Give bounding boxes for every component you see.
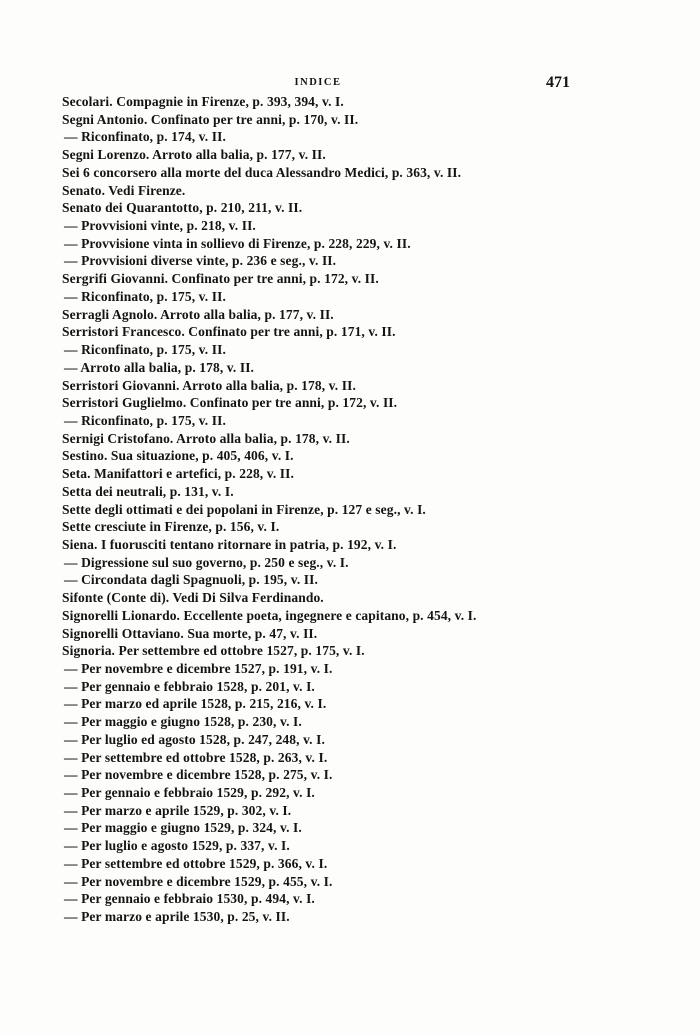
index-entry: — Per novembre e dicembre 1527, p. 191, v. I. [64,661,333,676]
index-entry: Seta. Manifattori e artefici, p. 228, v. II. [62,466,294,482]
index-entry: Sette degli ottimati e dei popolani in Firenze, p. 127 e seg., v. I. [62,501,426,517]
index-entries [62,93,582,926]
index-entry: Sernigi Cristofano. Arroto alla balia, p. 178, v. II. [62,430,350,446]
index-entry: — Per settembre ed ottobre 1529, p. 366, v. I. [64,855,328,871]
index-entry: — Per novembre e dicembre 1529, p. 455, v. I. [64,873,333,889]
index-entry: Serristori Giovanni. Arroto alla balia, p. 178, v. II. [62,377,356,393]
index-entry: — Per luglio ed agosto 1528, p. 247, 248, v. I. [64,731,325,747]
index-entry: — Per gennaio e febbraio 1530, p. 494, v. I. [64,891,315,907]
running-title: INDICE [294,77,342,88]
index-entry: — Provvisione vinta in sollievo di Firenze, p. 228, 229, v. II. [64,235,411,251]
index-entry: Segni Lorenzo. Arroto alla balia, p. 177, v. II. [62,147,326,163]
index-entry: — Riconfinato, p. 175, v. II. [64,288,226,304]
index-entry: Signoria. Per settembre ed ottobre 1527, p. 175, v. I. [62,643,365,659]
index-entry: Siena. I fuorusciti tentano ritornare in patria, p. 192, v. I. [62,536,397,552]
index-entry: — Arroto alla balia, p. 178, v. II. [64,359,255,375]
index-entry: Sei 6 concorsero alla morte del duca Alessandro Medici, p. 363, v. II. [62,164,462,180]
index-entry: Senato dei Quarantotto, p. 210, 211, v. II. [62,200,303,216]
index-entry: Signorelli Ottaviano. Sua morte, p. 47, v. II. [62,625,318,641]
index-entry: Serristori Francesco. Confinato per tre anni, p. 171, v. II. [62,324,396,340]
index-entry: — Per settembre ed ottobre 1528, p. 263, v. I. [64,749,328,765]
index-entry: Serristori Guglielmo. Confinato per tre anni, p. 172, v. II. [62,395,398,411]
index-entry: Segni Antonio. Confinato per tre anni, p. 170, v. II. [62,111,359,127]
index-entry: — Provvisioni diverse vinte, p. 236 e seg., v. II. [64,253,337,269]
index-entry: — Per gennaio e febbraio 1528, p. 201, v. I. [64,678,315,694]
index-entry: Secolari. Compagnie in Firenze, p. 393, 394, v. I. [62,94,344,109]
index-entry: — Riconfinato, p. 175, v. II. [64,342,226,358]
index-entry: — Digressione sul suo governo, p. 250 e seg., v. I. [64,554,349,570]
index-entry: Sestino. Sua situazione, p. 405, 406, v. I. [62,448,294,464]
index-entry: — Riconfinato, p. 175, v. II. [64,412,226,428]
index-entry: Senato. Vedi Firenze. [62,182,186,198]
index-entry: — Circondata dagli Spagnuoli, p. 195, v. II. [64,572,318,588]
index-entry: — Per luglio e agosto 1529, p. 337, v. I. [64,838,290,854]
index-entry: Sette cresciute in Firenze, p. 156, v. I. [62,519,280,535]
index-entry: — Riconfinato, p. 174, v. II. [64,129,226,145]
index-entry: — Provvisioni vinte, p. 218, v. II. [64,218,256,234]
index-entry: — Per maggio e giugno 1529, p. 324, v. I. [64,820,302,836]
index-entry: Sifonte (Conte di). Vedi Di Silva Ferdinando. [62,590,324,606]
index-entry: — Per novembre e dicembre 1528, p. 275, v. I. [64,767,333,783]
index-entry: — Per marzo e aprile 1530, p. 25, v. II. [64,909,290,925]
index-entry: — Per gennaio e febbraio 1529, p. 292, v. I. [64,785,315,801]
index-entry: — Per maggio e giugno 1528, p. 230, v. I. [64,714,302,730]
index-entry: Signorelli Lionardo. Eccellente poeta, ingegnere e capitano, p. 454, v. I. [62,607,477,623]
page-number: 471 [546,74,570,91]
index-entry: — Per marzo ed aprile 1528, p. 215, 216, v. I. [64,696,327,712]
index-entry: — Per marzo e aprile 1529, p. 302, v. I. [64,802,292,818]
index-entry: Serragli Agnolo. Arroto alla balia, p. 177, v. II. [62,306,334,322]
index-entry: Sergrifi Giovanni. Confinato per tre anni, p. 172, v. II. [62,271,379,287]
page-header [62,72,574,94]
index-entry: Setta dei neutrali, p. 131, v. I. [62,483,234,499]
